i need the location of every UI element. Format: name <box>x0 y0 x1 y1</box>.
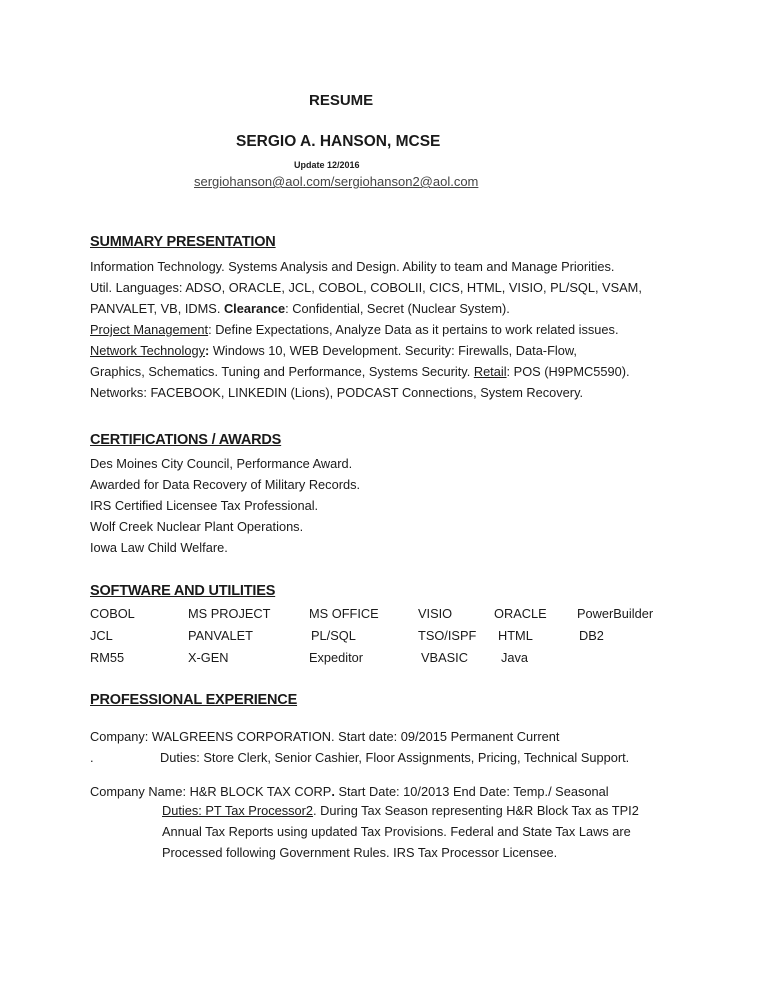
job-hrblock-duties <box>162 800 639 863</box>
summary-l5b: : <box>205 343 210 358</box>
summary-line-5 <box>90 340 642 361</box>
table-cell: PANVALET <box>188 628 253 643</box>
email-link[interactable]: sergiohanson@aol.com/sergiohanson2@aol.com <box>194 174 479 189</box>
job-hrblock-company <box>90 781 609 802</box>
summary-l4b: : Define Expectations, Analyze Data as it pertains to work related issues. <box>208 322 619 337</box>
table-cell: PowerBuilder <box>577 606 654 621</box>
job-hrblock-name: Company Name: H&R BLOCK TAX CORP <box>90 784 332 799</box>
table-cell: VBASIC <box>421 650 468 665</box>
job-walgreens-dot: . <box>90 750 94 765</box>
table-cell: COBOL <box>90 606 135 621</box>
summary-l6a: Graphics, Schematics. Tuning and Performance, Systems Security. <box>90 364 474 379</box>
table-cell: VISIO <box>418 606 453 621</box>
summary-l6c: : POS (H9PMC5590). <box>506 364 630 379</box>
table-cell: MS PROJECT <box>188 606 271 621</box>
summary-line-1: Information Technology. Systems Analysis and Design. Ability to team and Manage Priorities. <box>90 259 615 274</box>
summary-line-6 <box>90 361 642 382</box>
network-technology-label: Network Technology <box>90 343 205 358</box>
clearance-label: Clearance <box>223 301 286 316</box>
retail-label: Retail <box>473 364 507 379</box>
software-heading: SOFTWARE AND UTILITIES <box>90 583 276 599</box>
list-item: Iowa Law Child Welfare. <box>90 540 228 555</box>
list-item: Des Moines City Council, Performance Award. <box>90 456 353 471</box>
job-hrblock-period: . <box>331 784 335 799</box>
experience-heading: PROFESSIONAL EXPERIENCE <box>90 692 298 708</box>
table-cell: MS OFFICE <box>309 606 379 621</box>
summary-heading: SUMMARY PRESENTATION <box>90 234 276 250</box>
summary-l3a: PANVALET, VB, IDMS. <box>90 301 224 316</box>
resume-title: RESUME <box>309 92 374 109</box>
list-item: IRS Certified Licensee Tax Professional. <box>90 498 319 513</box>
duties-line-3: Processed following Government Rules. IRS Tax Processor Licensee. <box>162 845 558 860</box>
table-cell: X-GEN <box>188 650 229 665</box>
duties-line-1 <box>162 800 639 821</box>
table-cell: HTML <box>498 628 533 643</box>
table-cell: DB2 <box>579 628 604 643</box>
duties-line-2: Annual Tax Reports using updated Tax Provisions. Federal and State Tax Laws are <box>162 824 631 839</box>
table-cell: Java <box>501 650 529 665</box>
job-walgreens-duties: Duties: Store Clerk, Senior Cashier, Floor Assignments, Pricing, Technical Support. <box>160 750 630 765</box>
table-cell: ORACLE <box>494 606 547 621</box>
job-hrblock-dates: Start Date: 10/2013 End Date: Temp./ Seasonal <box>334 784 609 799</box>
list-item: Wolf Creek Nuclear Plant Operations. <box>90 519 304 534</box>
summary-line-3 <box>90 298 642 319</box>
summary-line-2: Util. Languages: ADSO, ORACLE, JCL, COBOL, COBOLII, CICS, HTML, VISIO, PL/SQL, VSAM, <box>90 280 642 295</box>
table-cell: TSO/ISPF <box>418 628 477 643</box>
job-walgreens-company: Company: WALGREENS CORPORATION. Start date: 09/2015 Permanent Current <box>90 729 560 744</box>
candidate-name: SERGIO A. HANSON, MCSE <box>236 133 441 150</box>
table-cell: Expeditor <box>309 650 364 665</box>
summary-line-4 <box>90 319 642 340</box>
certifications-heading: CERTIFICATIONS / AWARDS <box>90 432 282 448</box>
summary-line-7: Networks: FACEBOOK, LINKEDIN (Lions), PODCAST Connections, System Recovery. <box>90 385 584 400</box>
update-date: Update 12/2016 <box>294 160 360 170</box>
summary-l5c: Windows 10, WEB Development. Security: Firewalls, Data-Flow, <box>209 343 577 358</box>
table-cell: JCL <box>90 628 113 643</box>
list-item: Awarded for Data Recovery of Military Records. <box>90 477 361 492</box>
table-cell: PL/SQL <box>311 628 356 643</box>
certifications-list <box>90 453 360 558</box>
duties-l1b: . During Tax Season representing H&R Block Tax as TPI2 <box>313 803 639 818</box>
table-cell: RM55 <box>90 650 125 665</box>
summary-section <box>90 256 642 403</box>
project-management-label: Project Management <box>90 322 209 337</box>
duties-label: Duties: PT Tax Processor2 <box>162 803 314 818</box>
summary-l3c: : Confidential, Secret (Nuclear System). <box>285 301 510 316</box>
